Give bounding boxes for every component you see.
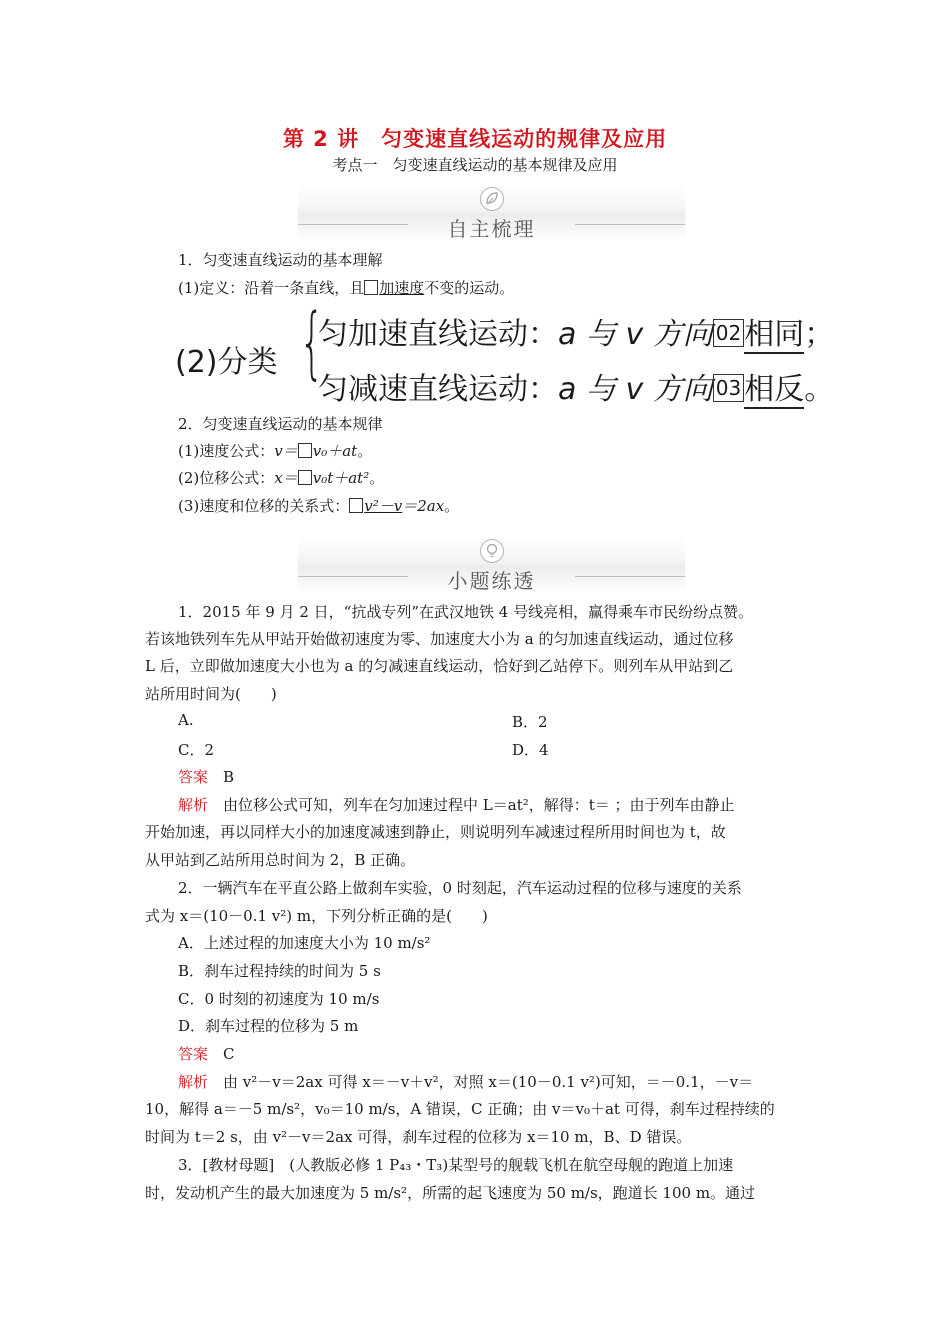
q2-line: 2．一辆汽车在平直公路上做刹车实验，0 时刻起，汽车运动过程的位移与速度的关系 xyxy=(178,879,742,897)
definition-fill: 加速度 xyxy=(364,279,424,297)
q1-line: 站所用时间为( ) xyxy=(145,685,277,703)
section-banner-self-review xyxy=(298,183,685,241)
section-label: 自主梳理 xyxy=(447,217,536,241)
part2-heading: 2．匀变速直线运动的基本规律 xyxy=(178,415,383,433)
fill-answer: 相反 xyxy=(744,372,805,407)
q1-option-b: B．2 xyxy=(512,713,548,731)
leaf-icon xyxy=(480,187,504,211)
brace-icon: { xyxy=(299,298,325,388)
formula-velocity: (1)速度公式：v＝ v₀＋at。 xyxy=(178,442,373,460)
q1-analysis: 解析 由位移公式可知，列车在匀加速过程中 L＝at²，解得：t＝ ；由于列车由静止 xyxy=(178,796,735,814)
classification-row-1: 匀加速直线运动：a 与 v 方向 02 相同； xyxy=(318,317,835,352)
blank-box-icon xyxy=(349,498,363,513)
definition-suffix: 不变的运动。 xyxy=(424,279,515,297)
q1-option-d: D．4 xyxy=(512,741,549,759)
q2-line: 式为 x＝(10－0.1 v²) m，下列分析正确的是( ) xyxy=(145,907,488,925)
page-subtitle: 考点一 匀变速直线运动的基本规律及应用 xyxy=(332,156,618,174)
fill-answer: 相同 xyxy=(744,317,805,352)
blank-box-icon xyxy=(298,443,312,458)
answer-label: 答案 xyxy=(178,1045,209,1063)
blank-box-icon xyxy=(298,470,312,485)
q2-analysis: 解析 由 v²－v＝2ax 可得 x＝－v＋v²，对照 x＝(10－0.1 v²)可知，＝－0.1，－v＝ xyxy=(178,1073,754,1091)
q1-analysis-line: 从甲站到乙站所用总时间为 2，B 正确。 xyxy=(145,851,416,869)
classification-label: (2)分类 xyxy=(175,345,278,380)
formula-displacement: (2)位移公式：x＝ v₀t＋at²。 xyxy=(178,469,385,487)
q2-analysis-line: 时间为 t＝2 s，由 v²－v＝2ax 可得，刹车过程的位移为 x＝10 m，B、D 错误。 xyxy=(145,1128,692,1146)
definition-line xyxy=(178,277,514,298)
q1-answer: 答案 B xyxy=(178,768,235,786)
q1-line: L 后，立即做加速度大小也为 a 的匀减速直线运动，恰好到乙站停下。则列车从甲站到乙 xyxy=(145,657,734,675)
q2-option-d: D．刹车过程的位移为 5 m xyxy=(178,1017,359,1035)
q2-answer: 答案 C xyxy=(178,1045,235,1063)
bulb-icon xyxy=(480,539,504,563)
blank-box-icon xyxy=(364,280,378,295)
q2-option-b: B．刹车过程持续的时间为 5 s xyxy=(178,962,381,980)
q1-analysis-line: 开始加速，再以同样大小的加速度减速到静止，则说明列车减速过程所用时间也为 t，故 xyxy=(145,823,726,841)
q1-line: 若该地铁列车先从甲站开始做初速度为零、加速度大小为 a 的匀加速直线运动，通过位移 xyxy=(145,630,734,648)
number-box: 02 xyxy=(713,319,744,347)
analysis-label: 解析 xyxy=(178,1073,209,1091)
q2-option-a: A．上述过程的加速度大小为 10 m/s² xyxy=(178,934,431,952)
part1-heading: 1．匀变速直线运动的基本理解 xyxy=(178,251,383,269)
page-title: 第 2 讲 匀变速直线运动的规律及应用 xyxy=(282,127,668,151)
q2-analysis-line: 10，解得 a＝－5 m/s²，v₀＝10 m/s，A 错误，C 正确；由 v＝v₀＋at 可得，刹车过程持续的 xyxy=(145,1100,775,1118)
definition-prefix: (1)定义：沿着一条直线，且 xyxy=(178,279,365,297)
q1-option-c: C．2 xyxy=(178,741,215,759)
q3-line: 时，发动机产生的最大加速度为 5 m/s²，所需的起飞速度为 50 m/s，跑道长 100 m。通过 xyxy=(145,1184,756,1202)
q3-line: 3．[教材母题] (人教版必修 1 P₄₃・T₃)某型号的舰载飞机在航空母舰的跑道上加速 xyxy=(178,1156,734,1174)
q1-line: 1．2015 年 9 月 2 日，“抗战专列”在武汉地铁 4 号线亮相，赢得乘车市民纷纷点赞。 xyxy=(178,603,754,621)
q1-option-a: A. xyxy=(178,711,194,729)
number-box: 03 xyxy=(713,374,744,402)
q2-option-c: C．0 时刻的初速度为 10 m/s xyxy=(178,990,380,1008)
classification-row-2: 匀减速直线运动：a 与 v 方向 03 相反。 xyxy=(318,372,835,407)
answer-label: 答案 xyxy=(178,768,209,786)
relation-fill: v²－v xyxy=(349,497,402,515)
formula-relation: (3)速度和位移的关系式： v²－v＝2ax。 xyxy=(178,497,460,515)
section-label: 小题练透 xyxy=(447,569,536,593)
analysis-label: 解析 xyxy=(178,796,209,814)
section-banner-practice xyxy=(298,535,685,593)
